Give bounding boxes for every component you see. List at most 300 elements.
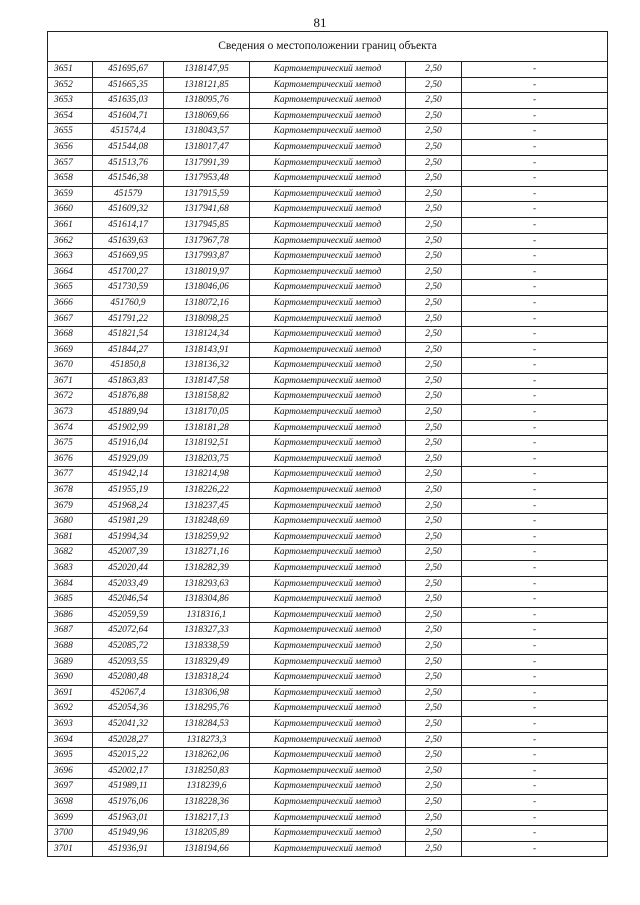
description-cell: - (462, 249, 608, 265)
description-cell: - (462, 701, 608, 717)
x-coordinate: 451994,34 (93, 529, 164, 545)
description-cell: - (462, 561, 608, 577)
table-row (48, 467, 608, 483)
table-row (48, 420, 608, 436)
method-cell: Картометрический метод (250, 155, 406, 171)
precision-cell: 2,50 (406, 592, 462, 608)
x-coordinate: 452067,4 (93, 685, 164, 701)
table-row (48, 233, 608, 249)
precision-cell: 2,50 (406, 794, 462, 810)
method-cell: Картометрический метод (250, 638, 406, 654)
precision-cell: 2,50 (406, 249, 462, 265)
method-cell: Картометрический метод (250, 779, 406, 795)
point-number: 3657 (48, 155, 93, 171)
x-coordinate: 451876,88 (93, 389, 164, 405)
table-row (48, 701, 608, 717)
precision-cell: 2,50 (406, 186, 462, 202)
y-coordinate: 1318226,22 (164, 483, 250, 499)
y-coordinate: 1317941,68 (164, 202, 250, 218)
point-number: 3681 (48, 529, 93, 545)
method-cell: Картометрический метод (250, 701, 406, 717)
table-row (48, 295, 608, 311)
y-coordinate: 1318228,36 (164, 794, 250, 810)
point-number: 3700 (48, 826, 93, 842)
y-coordinate: 1318271,16 (164, 545, 250, 561)
x-coordinate: 451513,76 (93, 155, 164, 171)
precision-cell: 2,50 (406, 327, 462, 343)
method-cell: Картометрический метод (250, 576, 406, 592)
description-cell: - (462, 405, 608, 421)
x-coordinate: 451574,4 (93, 124, 164, 140)
method-cell: Картометрический метод (250, 732, 406, 748)
precision-cell: 2,50 (406, 576, 462, 592)
description-cell: - (462, 576, 608, 592)
precision-cell: 2,50 (406, 545, 462, 561)
section-title: Сведения о местоположении границ объекта (47, 31, 608, 61)
x-coordinate: 451955,19 (93, 483, 164, 499)
method-cell: Картометрический метод (250, 514, 406, 530)
table-row (48, 311, 608, 327)
table-row (48, 670, 608, 686)
precision-cell: 2,50 (406, 670, 462, 686)
description-cell: - (462, 358, 608, 374)
precision-cell: 2,50 (406, 685, 462, 701)
y-coordinate: 1318273,3 (164, 732, 250, 748)
description-cell: - (462, 498, 608, 514)
x-coordinate: 451989,11 (93, 779, 164, 795)
x-coordinate: 451963,01 (93, 810, 164, 826)
precision-cell: 2,50 (406, 716, 462, 732)
precision-cell: 2,50 (406, 701, 462, 717)
table-row (48, 108, 608, 124)
description-cell: - (462, 545, 608, 561)
table-row (48, 592, 608, 608)
table-row (48, 576, 608, 592)
description-cell: - (462, 654, 608, 670)
table-row (48, 327, 608, 343)
point-number: 3675 (48, 436, 93, 452)
table-row (48, 763, 608, 779)
point-number: 3680 (48, 514, 93, 530)
table-row (48, 514, 608, 530)
point-number: 3674 (48, 420, 93, 436)
description-cell: - (462, 483, 608, 499)
precision-cell: 2,50 (406, 77, 462, 93)
description-cell: - (462, 233, 608, 249)
y-coordinate: 1318250,83 (164, 763, 250, 779)
point-number: 3678 (48, 483, 93, 499)
description-cell: - (462, 202, 608, 218)
point-number: 3701 (48, 841, 93, 857)
x-coordinate: 451942,14 (93, 467, 164, 483)
y-coordinate: 1318248,69 (164, 514, 250, 530)
y-coordinate: 1318318,24 (164, 670, 250, 686)
y-coordinate: 1318143,91 (164, 342, 250, 358)
x-coordinate: 452007,39 (93, 545, 164, 561)
method-cell: Картометрический метод (250, 139, 406, 155)
x-coordinate: 451635,03 (93, 93, 164, 109)
description-cell: - (462, 514, 608, 530)
method-cell: Картометрический метод (250, 264, 406, 280)
table-row (48, 217, 608, 233)
method-cell: Картометрический метод (250, 124, 406, 140)
y-coordinate: 1318304,86 (164, 592, 250, 608)
description-cell: - (462, 779, 608, 795)
point-number: 3686 (48, 607, 93, 623)
point-number: 3696 (48, 763, 93, 779)
y-coordinate: 1317967,78 (164, 233, 250, 249)
description-cell: - (462, 93, 608, 109)
y-coordinate: 1317915,59 (164, 186, 250, 202)
y-coordinate: 1318327,33 (164, 623, 250, 639)
y-coordinate: 1318124,34 (164, 327, 250, 343)
description-cell: - (462, 763, 608, 779)
y-coordinate: 1318046,06 (164, 280, 250, 296)
description-cell: - (462, 467, 608, 483)
description-cell: - (462, 451, 608, 467)
point-number: 3673 (48, 405, 93, 421)
method-cell: Картометрический метод (250, 592, 406, 608)
table-row (48, 623, 608, 639)
method-cell: Картометрический метод (250, 405, 406, 421)
x-coordinate: 451546,38 (93, 171, 164, 187)
precision-cell: 2,50 (406, 202, 462, 218)
precision-cell: 2,50 (406, 607, 462, 623)
method-cell: Картометрический метод (250, 420, 406, 436)
method-cell: Картометрический метод (250, 763, 406, 779)
table-row (48, 654, 608, 670)
method-cell: Картометрический метод (250, 358, 406, 374)
table-row (48, 186, 608, 202)
y-coordinate: 1318147,58 (164, 373, 250, 389)
precision-cell: 2,50 (406, 295, 462, 311)
method-cell: Картометрический метод (250, 841, 406, 857)
x-coordinate: 451976,06 (93, 794, 164, 810)
method-cell: Картометрический метод (250, 171, 406, 187)
precision-cell: 2,50 (406, 483, 462, 499)
description-cell: - (462, 155, 608, 171)
table-row (48, 748, 608, 764)
table-row (48, 280, 608, 296)
method-cell: Картометрический метод (250, 561, 406, 577)
x-coordinate: 452072,64 (93, 623, 164, 639)
point-number: 3695 (48, 748, 93, 764)
table-row (48, 483, 608, 499)
method-cell: Картометрический метод (250, 108, 406, 124)
method-cell: Картометрический метод (250, 186, 406, 202)
method-cell: Картометрический метод (250, 716, 406, 732)
table-row (48, 389, 608, 405)
point-number: 3694 (48, 732, 93, 748)
precision-cell: 2,50 (406, 623, 462, 639)
method-cell: Картометрический метод (250, 748, 406, 764)
description-cell: - (462, 171, 608, 187)
table-row (48, 607, 608, 623)
description-cell: - (462, 436, 608, 452)
point-number: 3693 (48, 716, 93, 732)
table-row (48, 841, 608, 857)
point-number: 3660 (48, 202, 93, 218)
y-coordinate: 1318284,53 (164, 716, 250, 732)
table-row (48, 405, 608, 421)
page-number: 81 (313, 15, 327, 30)
description-cell: - (462, 342, 608, 358)
point-number: 3662 (48, 233, 93, 249)
precision-cell: 2,50 (406, 217, 462, 233)
precision-cell: 2,50 (406, 405, 462, 421)
y-coordinate: 1318237,45 (164, 498, 250, 514)
table-row (48, 62, 608, 78)
point-number: 3668 (48, 327, 93, 343)
x-coordinate: 452002,17 (93, 763, 164, 779)
method-cell: Картометрический метод (250, 810, 406, 826)
precision-cell: 2,50 (406, 763, 462, 779)
description-cell: - (462, 623, 608, 639)
description-cell: - (462, 592, 608, 608)
x-coordinate: 451889,94 (93, 405, 164, 421)
y-coordinate: 1318262,06 (164, 748, 250, 764)
x-coordinate: 452046,54 (93, 592, 164, 608)
description-cell: - (462, 217, 608, 233)
x-coordinate: 451916,04 (93, 436, 164, 452)
method-cell: Картометрический метод (250, 826, 406, 842)
boundary-points-table (47, 61, 608, 857)
x-coordinate: 451544,08 (93, 139, 164, 155)
table-row (48, 171, 608, 187)
point-number: 3651 (48, 62, 93, 78)
x-coordinate: 451850,8 (93, 358, 164, 374)
point-number: 3684 (48, 576, 93, 592)
y-coordinate: 1318019,97 (164, 264, 250, 280)
x-coordinate: 452015,22 (93, 748, 164, 764)
precision-cell: 2,50 (406, 373, 462, 389)
y-coordinate: 1318017,47 (164, 139, 250, 155)
y-coordinate: 1318203,75 (164, 451, 250, 467)
precision-cell: 2,50 (406, 779, 462, 795)
point-number: 3699 (48, 810, 93, 826)
method-cell: Картометрический метод (250, 202, 406, 218)
point-number: 3655 (48, 124, 93, 140)
x-coordinate: 451604,71 (93, 108, 164, 124)
point-number: 3688 (48, 638, 93, 654)
y-coordinate: 1318121,85 (164, 77, 250, 93)
table-row (48, 264, 608, 280)
x-coordinate: 452085,72 (93, 638, 164, 654)
precision-cell: 2,50 (406, 420, 462, 436)
y-coordinate: 1317953,48 (164, 171, 250, 187)
table-row (48, 732, 608, 748)
table-row (48, 451, 608, 467)
description-cell: - (462, 420, 608, 436)
method-cell: Картометрический метод (250, 451, 406, 467)
precision-cell: 2,50 (406, 124, 462, 140)
precision-cell: 2,50 (406, 514, 462, 530)
point-number: 3689 (48, 654, 93, 670)
method-cell: Картометрический метод (250, 794, 406, 810)
description-cell: - (462, 794, 608, 810)
y-coordinate: 1318098,25 (164, 311, 250, 327)
point-number: 3679 (48, 498, 93, 514)
x-coordinate: 451821,54 (93, 327, 164, 343)
table-row (48, 561, 608, 577)
method-cell: Картометрический метод (250, 483, 406, 499)
x-coordinate: 451579 (93, 186, 164, 202)
method-cell: Картометрический метод (250, 607, 406, 623)
description-cell: - (462, 638, 608, 654)
precision-cell: 2,50 (406, 529, 462, 545)
point-number: 3656 (48, 139, 93, 155)
table-row (48, 249, 608, 265)
x-coordinate: 451929,09 (93, 451, 164, 467)
precision-cell: 2,50 (406, 467, 462, 483)
precision-cell: 2,50 (406, 342, 462, 358)
description-cell: - (462, 327, 608, 343)
precision-cell: 2,50 (406, 264, 462, 280)
description-cell: - (462, 264, 608, 280)
table-row (48, 358, 608, 374)
method-cell: Картометрический метод (250, 685, 406, 701)
precision-cell: 2,50 (406, 171, 462, 187)
method-cell: Картометрический метод (250, 77, 406, 93)
precision-cell: 2,50 (406, 108, 462, 124)
x-coordinate: 451760,9 (93, 295, 164, 311)
table-row (48, 826, 608, 842)
method-cell: Картометрический метод (250, 654, 406, 670)
x-coordinate: 451949,96 (93, 826, 164, 842)
method-cell: Картометрический метод (250, 389, 406, 405)
method-cell: Картометрический метод (250, 327, 406, 343)
description-cell: - (462, 77, 608, 93)
x-coordinate: 451844,27 (93, 342, 164, 358)
point-number: 3672 (48, 389, 93, 405)
point-number: 3687 (48, 623, 93, 639)
point-number: 3690 (48, 670, 93, 686)
table-row (48, 342, 608, 358)
table-row (48, 139, 608, 155)
x-coordinate: 452033,49 (93, 576, 164, 592)
table-row (48, 779, 608, 795)
table-row (48, 124, 608, 140)
method-cell: Картометрический метод (250, 373, 406, 389)
x-coordinate: 451614,17 (93, 217, 164, 233)
method-cell: Картометрический метод (250, 498, 406, 514)
method-cell: Картометрический метод (250, 233, 406, 249)
precision-cell: 2,50 (406, 654, 462, 670)
precision-cell: 2,50 (406, 841, 462, 857)
point-number: 3685 (48, 592, 93, 608)
precision-cell: 2,50 (406, 311, 462, 327)
x-coordinate: 452059,59 (93, 607, 164, 623)
x-coordinate: 451665,35 (93, 77, 164, 93)
description-cell: - (462, 748, 608, 764)
method-cell: Картометрический метод (250, 280, 406, 296)
precision-cell: 2,50 (406, 451, 462, 467)
x-coordinate: 451981,29 (93, 514, 164, 530)
table-row (48, 529, 608, 545)
x-coordinate: 452020,44 (93, 561, 164, 577)
precision-cell: 2,50 (406, 498, 462, 514)
description-cell: - (462, 716, 608, 732)
x-coordinate: 451902,99 (93, 420, 164, 436)
x-coordinate: 452054,36 (93, 701, 164, 717)
table-row (48, 155, 608, 171)
point-number: 3654 (48, 108, 93, 124)
point-number: 3667 (48, 311, 93, 327)
description-cell: - (462, 311, 608, 327)
description-cell: - (462, 685, 608, 701)
point-number: 3652 (48, 77, 93, 93)
description-cell: - (462, 280, 608, 296)
precision-cell: 2,50 (406, 389, 462, 405)
method-cell: Картометрический метод (250, 217, 406, 233)
method-cell: Картометрический метод (250, 545, 406, 561)
method-cell: Картометрический метод (250, 249, 406, 265)
y-coordinate: 1318194,66 (164, 841, 250, 857)
table-row (48, 545, 608, 561)
point-number: 3661 (48, 217, 93, 233)
point-number: 3659 (48, 186, 93, 202)
precision-cell: 2,50 (406, 748, 462, 764)
method-cell: Картометрический метод (250, 295, 406, 311)
x-coordinate: 451936,91 (93, 841, 164, 857)
description-cell: - (462, 826, 608, 842)
table-row (48, 498, 608, 514)
precision-cell: 2,50 (406, 280, 462, 296)
description-cell: - (462, 810, 608, 826)
method-cell: Картометрический метод (250, 467, 406, 483)
x-coordinate: 452080,48 (93, 670, 164, 686)
x-coordinate: 451863,83 (93, 373, 164, 389)
x-coordinate: 451730,59 (93, 280, 164, 296)
precision-cell: 2,50 (406, 436, 462, 452)
point-number: 3676 (48, 451, 93, 467)
method-cell: Картометрический метод (250, 93, 406, 109)
y-coordinate: 1317993,87 (164, 249, 250, 265)
y-coordinate: 1317945,85 (164, 217, 250, 233)
y-coordinate: 1318095,76 (164, 93, 250, 109)
description-cell: - (462, 139, 608, 155)
description-cell: - (462, 108, 608, 124)
point-number: 3663 (48, 249, 93, 265)
y-coordinate: 1318329,49 (164, 654, 250, 670)
precision-cell: 2,50 (406, 638, 462, 654)
x-coordinate: 451695,67 (93, 62, 164, 78)
point-number: 3697 (48, 779, 93, 795)
y-coordinate: 1318214,98 (164, 467, 250, 483)
method-cell: Картометрический метод (250, 529, 406, 545)
y-coordinate: 1318170,05 (164, 405, 250, 421)
precision-cell: 2,50 (406, 62, 462, 78)
table-row (48, 202, 608, 218)
description-cell: - (462, 373, 608, 389)
point-number: 3671 (48, 373, 93, 389)
y-coordinate: 1318147,95 (164, 62, 250, 78)
point-number: 3692 (48, 701, 93, 717)
y-coordinate: 1318217,13 (164, 810, 250, 826)
point-number: 3691 (48, 685, 93, 701)
y-coordinate: 1318192,51 (164, 436, 250, 452)
y-coordinate: 1317991,39 (164, 155, 250, 171)
y-coordinate: 1318293,63 (164, 576, 250, 592)
point-number: 3670 (48, 358, 93, 374)
description-cell: - (462, 670, 608, 686)
precision-cell: 2,50 (406, 155, 462, 171)
table-row (48, 638, 608, 654)
method-cell: Картометрический метод (250, 311, 406, 327)
table-row (48, 77, 608, 93)
y-coordinate: 1318072,16 (164, 295, 250, 311)
description-cell: - (462, 295, 608, 311)
